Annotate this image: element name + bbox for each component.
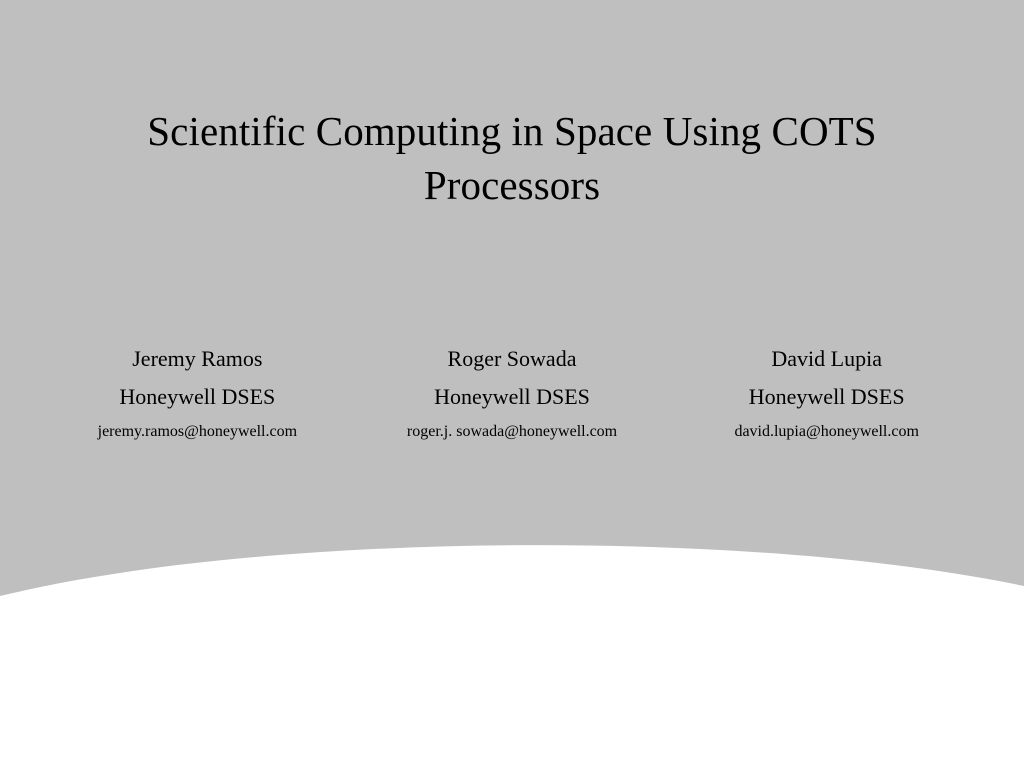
- author-organization: Honeywell DSES: [119, 384, 276, 409]
- author-list: [40, 348, 984, 440]
- author-email: david.lupia@honeywell.com: [734, 423, 919, 440]
- author-entry: [355, 348, 670, 440]
- author-name: David Lupia: [771, 346, 882, 371]
- author-entry: [669, 348, 984, 440]
- author-email: roger.j. sowada@honeywell.com: [406, 423, 618, 440]
- author-organization: Honeywell DSES: [434, 384, 590, 409]
- slide-title: Scientific Computing in Space Using COTS Processors: [147, 108, 877, 209]
- author-name: Roger Sowada: [447, 346, 577, 371]
- author-email: jeremy.ramos@honeywell.com: [97, 423, 298, 440]
- author-name: Jeremy Ramos: [132, 346, 263, 371]
- author-entry: [40, 348, 355, 440]
- author-organization: Honeywell DSES: [748, 384, 905, 409]
